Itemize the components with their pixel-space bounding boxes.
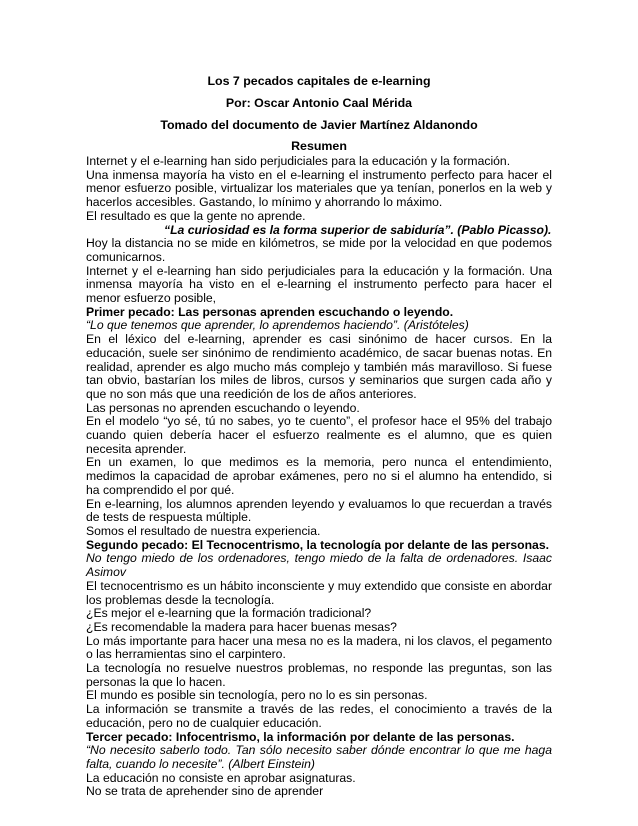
document-source: Tomado del documento de Javier Martínez Aldanondo — [160, 118, 478, 132]
document-title: Los 7 pecados capitales de e-learning — [207, 74, 431, 88]
paragraph: Las personas no aprenden escuchando o leyendo. — [86, 400, 360, 415]
paragraph: ¿Es recomendable la madera para hacer buenas mesas? — [86, 619, 397, 634]
second-sin-heading: Segundo pecado: El Tecnocentrismo, la tecnología por delante de las personas. — [86, 537, 549, 552]
paragraph: El mundo es posible sin tecnología, pero no lo es sin personas. — [86, 688, 428, 703]
picasso-quote: “La curiosidad es la forma superior de sabiduría”. (Pablo Picasso). — [164, 222, 552, 237]
document-body — [86, 155, 552, 799]
paragraph: La tecnología no resuelve nuestros problemas, no responde las preguntas, son las personas la que lo hacen. — [86, 661, 552, 689]
paragraph: Internet y el e-learning han sido perjudiciales para la educación y la formación. Una inmensa mayoría ha visto en el e-learning el instrumento perfecto para hacer el menor esfuerzo posible, — [86, 263, 552, 306]
paragraph: En un examen, lo que medimos es la memoria, pero nunca el entendimiento, medimos la capacidad de aprobar exámenes, pero no si el alumno ha entendido, si ha comprendido el por qué. — [86, 455, 552, 497]
paragraph: No se trata de aprehender sino de aprender — [86, 784, 324, 799]
paragraph: La educación no consiste en aprobar asignaturas. — [86, 770, 356, 785]
section-heading: Resumen — [291, 139, 347, 153]
paragraph: Una inmensa mayoría ha visto en el e-learning el instrumento perfecto para hacer el menor esfuerzo posible, virtualizar los materiales que ya tenían, ponerlos en la web y hacerlos accesibles. Gastando, lo mínimo y ahorrando lo máximo. — [86, 167, 552, 210]
paragraph: En e-learning, los alumnos aprenden leyendo y evaluamos lo que recuerdan a través de tests de respuesta múltiple. — [86, 496, 552, 525]
paragraph: ¿Es mejor el e-learning que la formación tradicional? — [86, 606, 372, 621]
einstein-quote: “No necesito saberlo todo. Tan sólo necesito saber dónde encontrar lo que me haga falta, cuando lo necesite”. (Albert Einstein) — [86, 743, 552, 771]
aristotle-quote: “Lo que tenemos que aprender, lo aprendemos haciendo”. (Aristóteles) — [86, 318, 469, 333]
asimov-quote: No tengo miedo de los ordenadores, tengo miedo de la falta de ordenadores. Isaac Asimov — [86, 551, 552, 580]
first-sin-heading: Primer pecado: Las personas aprenden escuchando o leyendo. — [86, 304, 454, 319]
document-author: Por: Oscar Antonio Caal Mérida — [225, 96, 413, 110]
paragraph: Hoy la distancia no se mide en kilómetros, se mide por la velocidad en que podemos comunicarnos. — [86, 236, 552, 264]
paragraph: Internet y el e-learning han sido perjudiciales para la educación y la formación. — [86, 154, 511, 168]
paragraph: En el léxico del e-learning, aprender es casi sinónimo de hacer cursos. En la educación, suele ser sinónimo de rendimiento académico, de sacar buenas notas. En realidad, aprender es algo mucho más complejo y también más maravilloso. Si fuese tan obvio, bastarían los miles de libros, cursos y seminarios que surgen cada año y que no son más que una reedición de los de años anteriores. — [86, 332, 552, 401]
paragraph: En el modelo “yo sé, tú no sabes, yo te cuento”, el profesor hace el 95% del trabajo cuando quien debería hacer el esfuerzo realmente es el alumno, que es quien necesita aprender. — [86, 414, 552, 456]
third-sin-heading: Tercer pecado: Infocentrismo, la información por delante de las personas. — [86, 729, 515, 744]
paragraph: Somos el resultado de nuestra experiencia. — [86, 523, 321, 538]
paragraph: El tecnocentrismo es un hábito inconsciente y muy extendido que consiste en abordar los problemas desde la tecnología. — [86, 578, 552, 607]
paragraph: Lo más importante para hacer una mesa no es la madera, ni los clavos, el pegamento o las herramientas sino el carpintero. — [86, 633, 552, 662]
paragraph: El resultado es que la gente no aprende. — [86, 208, 306, 223]
paragraph: La información se transmite a través de las redes, el conocimiento a través de la educación, pero no de cualquier educación. — [86, 702, 552, 730]
